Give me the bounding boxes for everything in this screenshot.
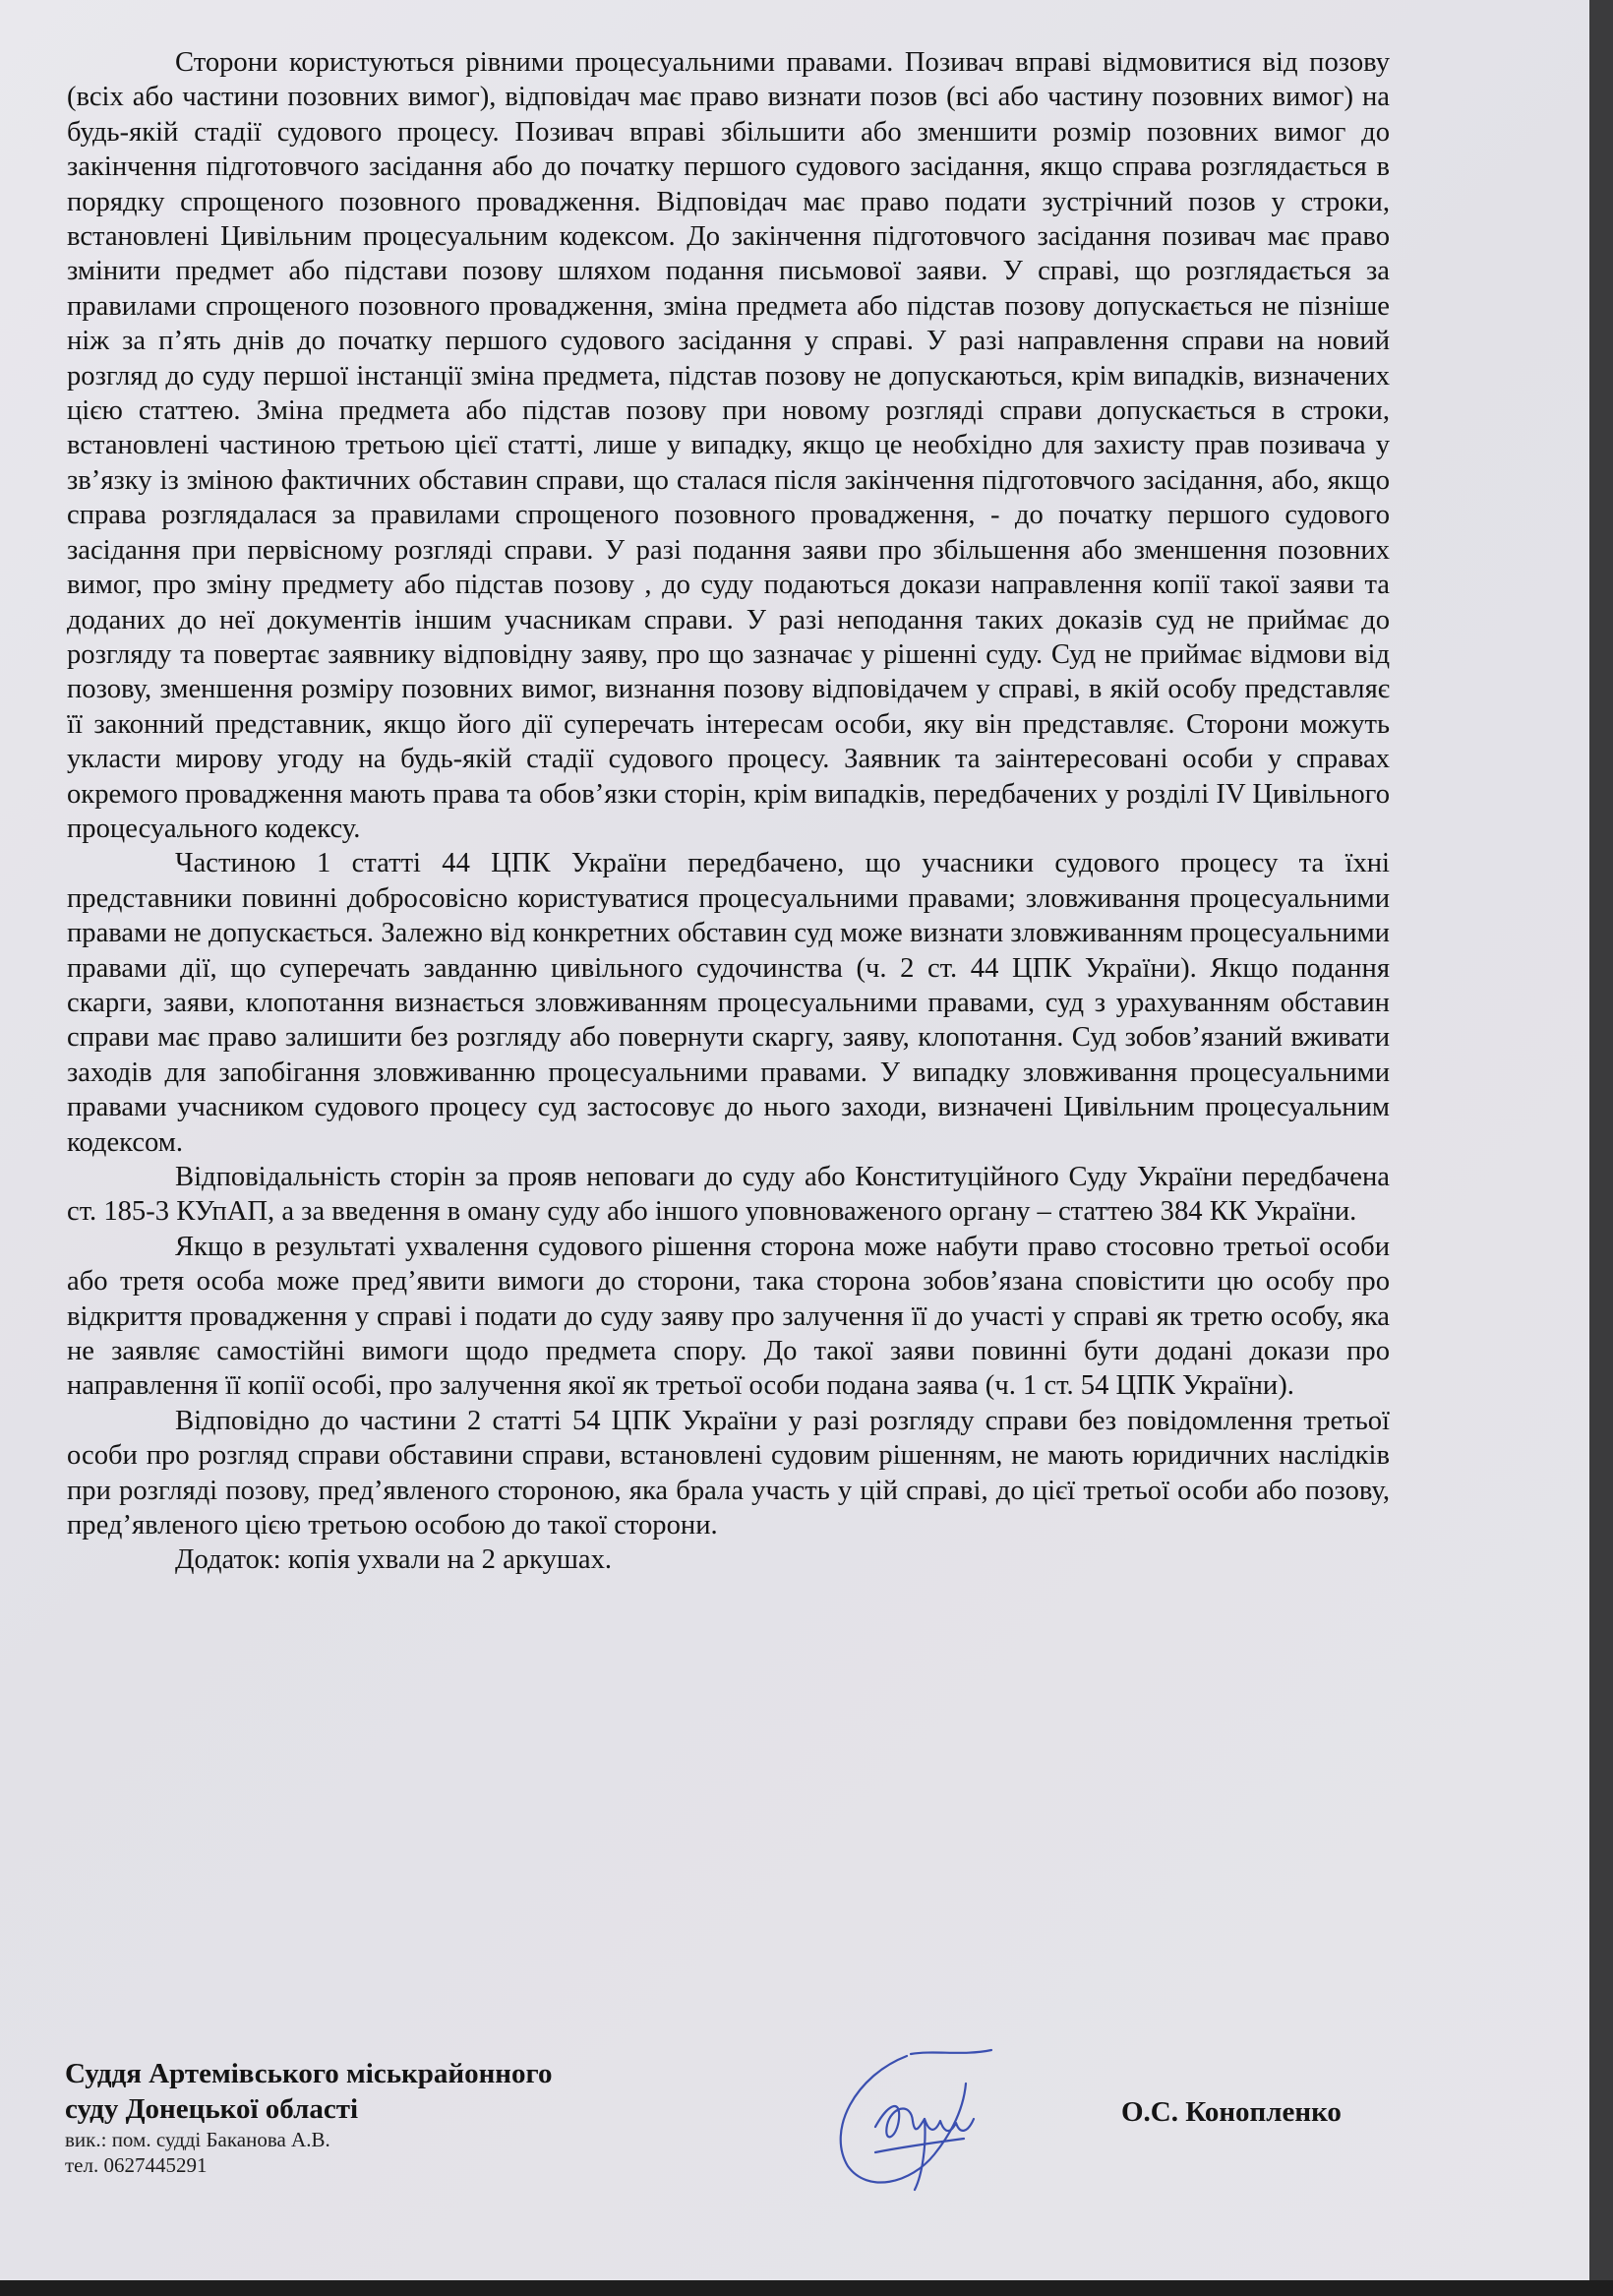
judge-title-line2: суду Донецької області <box>65 2093 359 2125</box>
scan-edge-right <box>1589 0 1613 2296</box>
paragraph-liability: Відповідальність сторін за прояв неповаги до суду або Конституційного Суду України передбачена ст. 185-3 КУпАП, а за введення в оману суду або іншого уповноваженого органу – статтею 384 КК України. <box>67 1162 1390 1228</box>
paragraph-procedural-rights: Сторони користуються рівними процесуальними правами. Позивач вправі відмовитися від позову (всіх або частини позовних вимог), відповідач має право визнати позов (всі або частину позовних вимог) на будь-якій стадії судового процесу. Позивач вправі збільшити або зменшити розмір позовних вимог до закінчення підготовчого засідання або до початку першого судового засідання, якщо справа розглядається в порядку спрощеного позовного провадження. Відповідач має право подати зустрічний позов у строки, встановлені Цивільним процесуальним кодексом. До закінчення підготовчого засідання позивач має право змінити предмет або підстави позову шляхом подання письмової заяви. У справі, що розглядається за правилами спрощеного позовного провадження, зміна предмета або підстав позову допускається не пізніше ніж за п’ять днів до початку першого судового засідання у справі. У разі направлення справи на новий розгляд до суду першої інстанції зміна предмета, підстав позову не допускаються, крім випадків, визначених цією статтею. Зміна предмета або підстав позову при новому розгляді справи допускається в строки, встановлені частиною третьою цієї статті, лише у випадку, якщо це необхідно для захисту прав позивача у зв’язку із зміною фактичних обставин справи, що сталася після закінчення підготовчого засідання, або, якщо справа розглядалася за правилами спрощеного позовного провадження, - до початку першого судового засідання при первісному розгляді справи. У разі подання заяви про збільшення або зменшення позовних вимог, про зміну предмету або підстав позову , до суду подаються докази направлення копії такої заяви та доданих до неї документів іншим учасникам справи. У разі неподання таких доказів суд не приймає до розгляду та повертає заявнику відповідну заяву, про що зазначає у рішенні суду. Суд не приймає відмови від позову, зменшення розміру позовних вимог, визнання позову відповідачем у справі, в якій особу представляє її законний представник, якщо його дії суперечать інтересам особи, яку він представляє. Сторони можуть укласти мирову угоду на будь-якій стадії судового процесу. Заявник та заінтересовані особи у справах окремого провадження мають права та обов’язки сторін, крім випадків, передбачених у розділі IV Цивільного процесуального кодексу. <box>67 47 1390 844</box>
paragraph-attachment: Додаток: копія ухвали на 2 аркушах. <box>175 1544 613 1576</box>
paragraph-abuse-of-rights: Частиною 1 статті 44 ЦПК України передбачено, що учасники судового процесу та їхні представники повинні добросовісно користуватися процесуальними правами; зловживання процесуальними правами не допускається. Залежно від конкретних обставин суд може визнати зловживанням процесуальними правами дії, що суперечать завданню цивільного судочинства (ч. 2 ст. 44 ЦПК України). Якщо подання скарги, заяви, клопотання визнається зловживанням процесуальними правами, суд з урахуванням обставин справи має право залишити без розгляду або повернути скаргу, заяву, клопотання. Суд зобов’язаний вживати заходів для запобігання зловживанню процесуальними правами. У випадку зловживання процесуальними правами учасником судового процесу суд застосовує до нього заходи, визначені Цивільним процесуальним кодексом. <box>67 848 1390 1158</box>
scan-edge-bottom <box>0 2280 1613 2296</box>
paragraph-third-party-consequences: Відповідно до частини 2 статті 54 ЦПК України у разі розгляду справи без повідомлення третьої особи про розгляд справи обставини справи, встановлені судовим рішенням, не мають юридичних наслідків при розгляді позову, пред’явленого стороною, яка брала участь у цій справі, до цієї третьої особи або позову, пред’явленого цією третьою особою до такої сторони. <box>67 1405 1390 1541</box>
paragraph-third-party-notice: Якщо в результаті ухвалення судового рішення сторона може набути право стосовно третьої особи або третя особа може пред’явити вимоги до сторони, така сторона зобов’язана сповістити цю особу про відкриття провадження у справі і подати до суду заяву про залучення її до участі у справі як третю особу, яка не заявляє самостійні вимоги щодо предмета спору. До такої заяви повинні бути додані докази про направлення її копії особі, про залучення якої як третьої особи подана заява (ч. 1 ст. 54 ЦПК України). <box>67 1231 1390 1402</box>
document-body <box>67 45 1390 1578</box>
phone-line: тел. 0627445291 <box>65 2153 208 2177</box>
judge-title-line1: Суддя Артемівського міськрайонного <box>65 2058 553 2089</box>
judge-name: О.С. Конопленко <box>1121 2096 1342 2128</box>
executor-line: вик.: пом. судді Баканова А.В. <box>65 2128 330 2151</box>
handwritten-signature-icon <box>816 2036 1023 2194</box>
signature-block <box>65 2056 753 2178</box>
